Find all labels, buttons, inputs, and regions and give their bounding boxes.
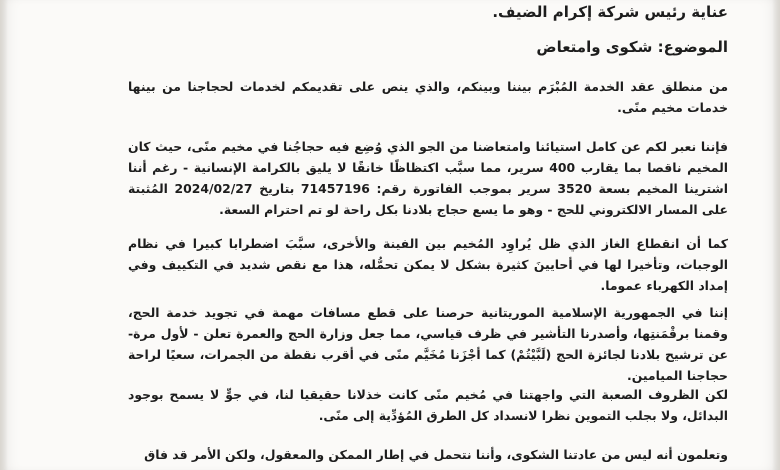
letter-addressee: عناية رئيس شركة إكرام الضيف.: [492, 3, 728, 21]
page-edge-shadow-left: [0, 0, 8, 470]
letter-paragraph: من منطلق عقد الخدمة المُبْرَم بيننا وبينكم، والذي ينص على تقديمكم لخدمات لحجاجنا من بينها خدمات مخيم منًى.: [128, 79, 728, 115]
letter-paragraph: إننا في الجمهورية الإسلامية الموريتانية حرصنا على قطع مسافات مهمة في تجويد خدمة الحج، وقمنا برقْمَنتِها، وأصدرنا التأشير في ظرف قياسي، مما جعل وزارة الحج والعمرة تعلن - لأول مرة- عن ترشيح بلادنا لجائزة الحج (لَبَّيْتُمْ) كما أجْزَنا مُخَيَّم منًى في أقرب نقطة من الجمرات، سعيًا لراحة حجاجنا الميامين.: [128, 305, 728, 383]
letter-paragraph: فإننا نعبر لكم عن كامل استيائنا وامتعاضنا من الجو الذي وُضِع فيه حجاجُنا في مخيم منًى، حيث كان المخيم ناقصا بما يقارب 400 سرير، مما سبَّب اكتظاظًا خانقًا لا يليق بالكرامة الإنسانية - رغم أننا اشترينا المخيم بسعة 3520 سرير بموجب الفاتورة رقم: 71457196 بتاريخ 2024/02/27 المُثبتة على المسار الالكتروني للحج - وهو ما يسع حجاج بلادنا بكل راحة لو تم احترام السعة.: [128, 139, 728, 217]
letter-paragraph: لكن الظروف الصعبة التي واجهتنا في مُخيم منًى كانت خذلانا حقيقيا لنا، في جوٍّ لا يسمح بوجود البدائل، ولا بجلب التموين نظرا لانسداد كل الطرق المُؤدِّية إلى منًى.: [128, 387, 728, 423]
letter-paragraph: وتعلمون أنه ليس من عادتنا الشكوى، وأننا نتحمل في إطار الممكن والمعقول، ولكن الأمر قد فاق: [144, 447, 728, 462]
letter-subject: الموضوع: شكوى وامتعاض: [536, 38, 728, 56]
page-edge-shadow-right: [772, 0, 780, 470]
letter-paragraph: كما أن انقطاع الغاز الذي ظل يُراوِد المُخيم بين الفينة والأخرى، سبَّبَ اضطرابا كبيرا في نظام الوجبات، وتأخيرا لها في أحايينَ كثيرة بشكل لا يمكن تحمُّله، هذا مع نقص شديد في التكييف وفي إمداد الكهرباء عموما.: [128, 236, 728, 293]
